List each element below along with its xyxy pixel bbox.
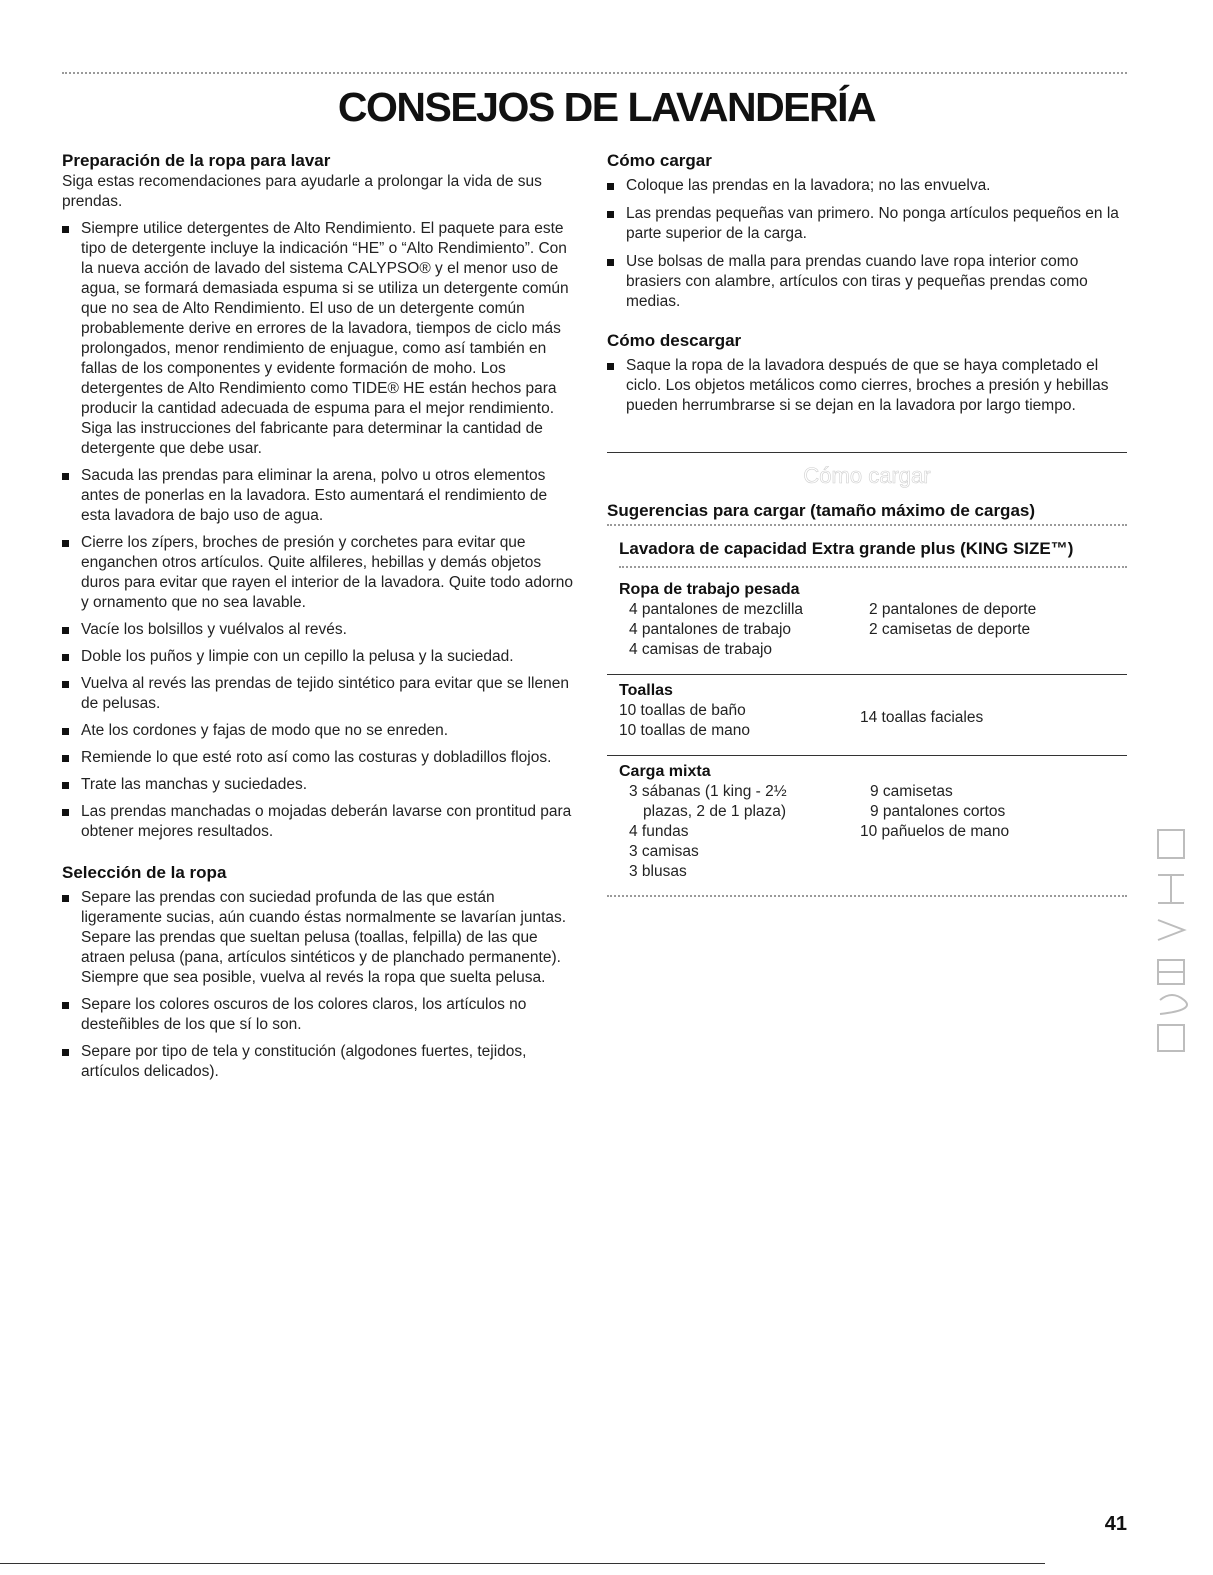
load-heading: Cómo cargar — [607, 151, 712, 170]
list-item: Ate los cordones y fajas de modo que no se enreden. — [62, 721, 574, 741]
list-item: Sacuda las prendas para eliminar la arena, polvo u otros elementos antes de ponerlas en la lavadora. Esto aumentará el rendimiento de esta lavadora de bajo uso de agua. — [62, 466, 574, 526]
load-entry: 3 blusas — [629, 863, 687, 880]
group-col-1 — [619, 600, 803, 660]
load-entry: 14 toallas faciales — [860, 709, 984, 726]
faint-heading: Cómo cargar — [803, 463, 931, 488]
group-title: Carga mixta — [619, 763, 711, 780]
selection-section — [62, 862, 574, 1082]
list-item: Vuelva al revés las prendas de tejido sintético para evitar que se llenen de pelusas. — [62, 674, 574, 714]
list-item: Coloque las prendas en la lavadora; no las envuelva. — [607, 176, 1127, 196]
load-entry: 10 toallas de mano — [619, 722, 750, 739]
prep-heading: Preparación de la ropa para lavar — [62, 151, 331, 170]
list-item: Doble los puños y limpie con un cepillo la pelusa y la suciedad. — [62, 647, 574, 667]
bottom-rule — [0, 1563, 1045, 1564]
load-group-workwear — [619, 580, 1127, 660]
chart-bottom-rule — [607, 895, 1127, 897]
page-number: 41 — [1104, 1513, 1127, 1535]
group-col-1 — [619, 701, 750, 741]
group-col-1 — [619, 782, 787, 882]
list-item: Remiende lo que esté roto así como las costuras y dobladillos flojos. — [62, 748, 574, 768]
load-entry: 10 pañuelos de mano — [860, 823, 1010, 840]
list-item: Las prendas pequeñas van primero. No ponga artículos pequeños en la parte superior de la carga. — [607, 204, 1127, 244]
load-entry: 4 fundas — [629, 823, 689, 840]
selection-heading: Selección de la ropa — [62, 863, 227, 882]
load-section — [607, 150, 1127, 312]
list-item: Separe por tipo de tela y constitución (algodones fuertes, tejidos, artículos delicados). — [62, 1042, 574, 1082]
group-col-2 — [860, 782, 1009, 842]
load-entry: 3 camisas — [629, 843, 699, 860]
group-rule — [607, 674, 1127, 675]
group-col-2 — [869, 600, 1036, 640]
load-entry: 9 pantalones cortos — [870, 803, 1006, 820]
group-title: Ropa de trabajo pesada — [619, 581, 800, 598]
load-entry: 10 toallas de baño — [619, 702, 746, 719]
section-rule — [607, 452, 1127, 453]
selection-list — [62, 888, 574, 1082]
load-entry: 2 pantalones de deporte — [869, 601, 1037, 618]
group-rule — [607, 755, 1127, 756]
load-entry: 4 pantalones de trabajo — [629, 621, 792, 638]
list-item: Use bolsas de malla para prendas cuando lave ropa interior como brasiers con alambre, artículos con tiras y pequeñas prendas como medias. — [607, 252, 1127, 312]
suggestions-rule — [607, 524, 1127, 526]
list-item: Siempre utilice detergentes de Alto Rendimiento. El paquete para este tipo de detergente incluye la indicación “HE” o “Alto Rendimiento”. Con la nueva acción de lavado del sistema CALYPSO® y el menor uso de agua, se formará demasiada espuma si se utiliza un detergente común que no sea de Alto Rendimiento. El uso de un detergente común probablemente derive en errores de la lavadora, tiempos de ciclo más prolongados, menor rendimiento de enjuague, como así también en fallas de los componentes y evidente formación de moho. Los detergentes de Alto Rendimiento como TIDE® HE están hechos para producir la cantidad adecuada de espuma para el mejor rendimiento. Siga las instrucciones del fabricante para determinar la cantidad de detergente que debe usar. — [62, 219, 574, 459]
load-group-mixed — [619, 762, 1127, 882]
suggestions-title: Sugerencias para cargar (tamaño máximo de cargas) — [607, 501, 1036, 520]
capacity-rule — [619, 566, 1127, 568]
group-col-2 — [860, 708, 983, 728]
unload-heading: Cómo descargar — [607, 331, 742, 350]
load-group-towels — [619, 681, 1127, 745]
load-entry: 4 pantalones de mezclilla — [629, 601, 804, 618]
prep-intro: Siga estas recomendaciones para ayudarle a prolongar la vida de sus prendas. — [62, 173, 542, 210]
load-list — [607, 176, 1127, 312]
left-column — [62, 150, 574, 1096]
right-column — [607, 150, 1127, 430]
prep-list — [62, 219, 574, 842]
load-entry: 3 sábanas (1 king - 2½ — [629, 783, 787, 800]
list-item: Separe los colores oscuros de los colores claros, los artículos no desteñibles de los que sí lo son. — [62, 995, 574, 1035]
prep-section — [62, 150, 574, 842]
page-title: CONSEJOS DE LAVANDERÍA — [337, 84, 876, 130]
list-item: Cierre los zípers, broches de presión y corchetes para evitar que enganchen otros artículos. Quite alfileres, hebillas y demás objetos duros para evitar que rayen el interior de la lavadora. Quite todo adorno y ornamento que no sea lavable. — [62, 533, 574, 613]
list-item: Trate las manchas y suciedades. — [62, 775, 574, 795]
unload-list — [607, 356, 1127, 416]
group-title: Toallas — [619, 682, 673, 699]
margin-watermark — [1150, 820, 1192, 1060]
list-item: Saque la ropa de la lavadora después de que se haya completado el ciclo. Los objetos metálicos como cierres, broches a presión y hebillas pueden herrumbrarse si se dejan en la lavadora por largo tiempo. — [607, 356, 1127, 416]
list-item: Las prendas manchadas o mojadas deberán lavarse con prontitud para obtener mejores resultados. — [62, 802, 574, 842]
load-entry: 2 camisetas de deporte — [869, 621, 1031, 638]
load-entry: 4 camisas de trabajo — [629, 641, 773, 658]
load-entry: 9 camisetas — [870, 783, 953, 800]
capacity-title: Lavadora de capacidad Extra grande plus (KING SIZE™) — [619, 539, 1074, 558]
load-entry: plazas, 2 de 1 plaza) — [643, 803, 787, 820]
list-item: Vacíe los bolsillos y vuélvalos al revés. — [62, 620, 574, 640]
list-item: Separe las prendas con suciedad profunda de las que están ligeramente sucias, aún cuando éstas normalmente se lavarían juntas. Separe las prendas que sueltan pelusa (toallas, felpilla) de las que atraen pelusa (pana, artículos sintéticos y de planchado permanente). Siempre que sea posible, vuelva al revés la ropa que suelta pelusa. — [62, 888, 574, 988]
top-rule — [62, 72, 1127, 74]
unload-section — [607, 330, 1127, 416]
